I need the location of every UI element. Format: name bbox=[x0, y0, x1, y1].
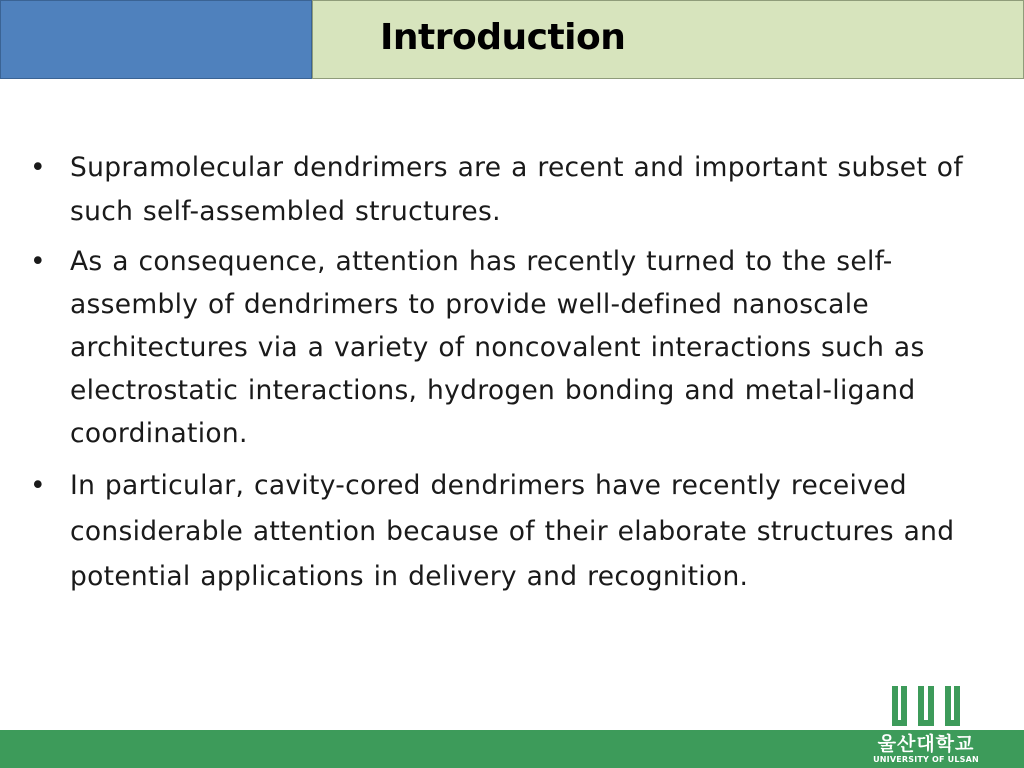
university-name-korean: 울산대학교 bbox=[877, 733, 975, 755]
bullet-item bbox=[30, 463, 980, 600]
university-logo-text bbox=[866, 733, 986, 765]
bullet-dot: • bbox=[30, 246, 46, 277]
bullet-text: In particular, cavity-cored dendrimers have recently received considerable attention because of their elaborate structures and potential applications in delivery and recognition. bbox=[70, 470, 955, 592]
bullet-list bbox=[30, 146, 980, 600]
university-name-english: UNIVERSITY OF ULSAN bbox=[873, 755, 979, 764]
university-logo-icon bbox=[892, 686, 960, 726]
bullet-dot: • bbox=[30, 152, 46, 183]
slide-title: Introduction bbox=[380, 17, 626, 58]
bullet-item bbox=[30, 146, 980, 234]
bullet-text: Supramolecular dendrimers are a recent and important subset of such self-assembled structures. bbox=[70, 152, 963, 227]
bullet-text: As a consequence, attention has recently turned to the self-assembly of dendrimers to provide well-defined nanoscale architectures via a variety of noncovalent interactions such as electrostatic interactions, hydrogen bonding and metal-ligand coordination. bbox=[70, 246, 925, 449]
header-blue-block bbox=[0, 0, 312, 79]
bullet-dot: • bbox=[30, 470, 46, 501]
bullet-item bbox=[30, 240, 980, 455]
